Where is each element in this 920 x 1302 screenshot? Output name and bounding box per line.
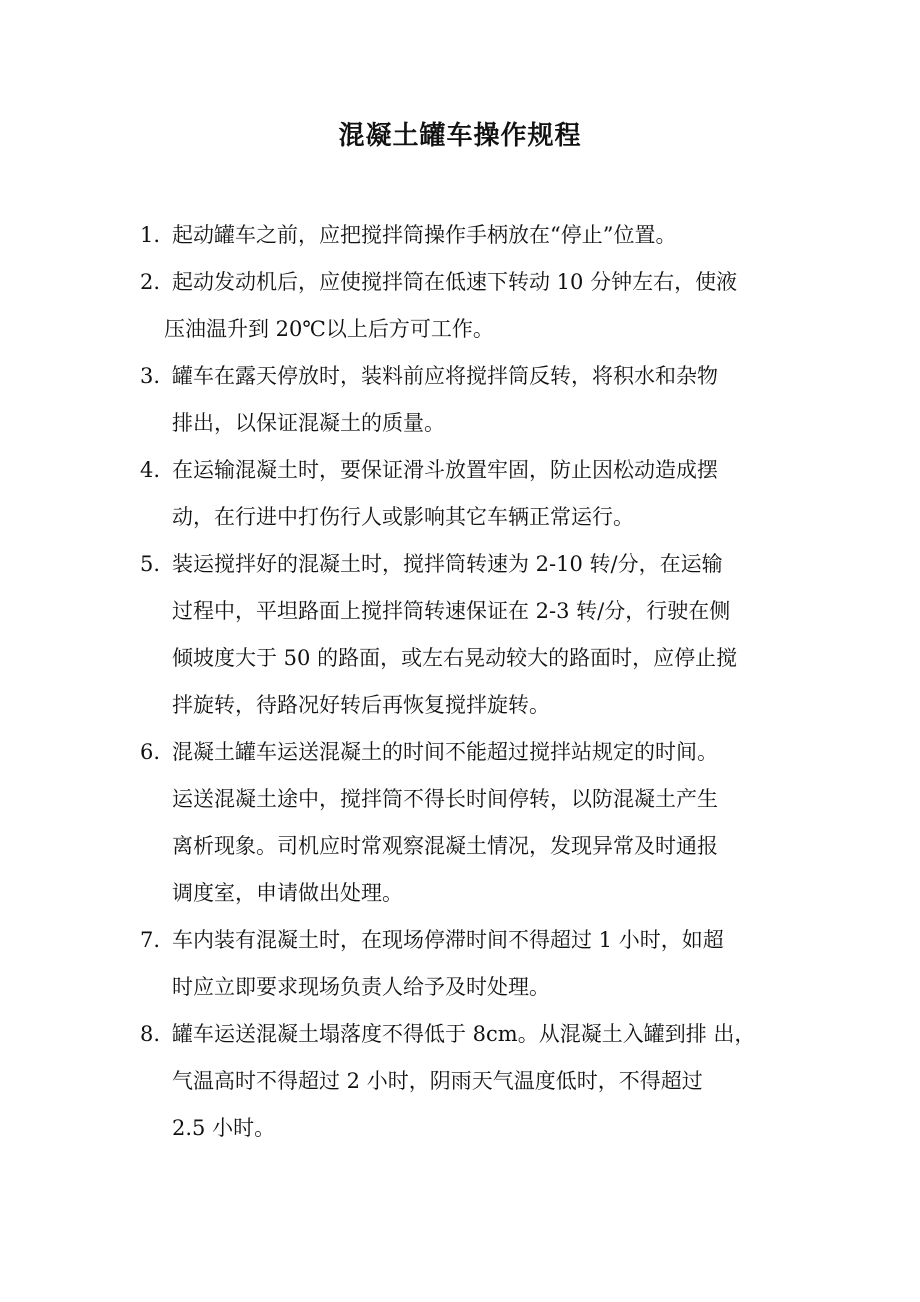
- item-number: 5.: [140, 552, 161, 576]
- list-item: [140, 259, 785, 353]
- item-text-line: 气温高时不得超过 2 小时，阴雨天气温度低时，不得超过: [172, 1069, 703, 1093]
- procedure-list: [140, 212, 785, 1152]
- item-text-line: 起动罐车之前，应把搅拌筒操作手柄放在“停止”位置。: [172, 223, 677, 247]
- list-item: [140, 353, 785, 447]
- item-text-line: 装运搅拌好的混凝土时，搅拌筒转速为 2-10 转/分，在运输: [172, 552, 723, 576]
- item-number: 8.: [140, 1022, 161, 1046]
- item-text-line: 离析现象。司机应时常观察混凝土情况，发现异常及时通报: [172, 834, 718, 858]
- item-text-line: 运送混凝土途中，搅拌筒不得长时间停转，以防混凝土产生: [172, 787, 718, 811]
- item-text-line: 车内装有混凝土时，在现场停滞时间不得超过 1 小时，如超: [172, 928, 724, 952]
- item-text-line: 倾坡度大于 50 的路面，或左右晃动较大的路面时，应停止搅: [172, 646, 738, 670]
- list-item: [140, 729, 785, 917]
- item-text-line: 动，在行进中打伤行人或影响其它车辆正常运行。: [172, 505, 634, 529]
- list-item: [140, 447, 785, 541]
- list-item: [140, 541, 785, 729]
- item-number: 7.: [140, 928, 161, 952]
- item-text-line: 时应立即要求现场负责人给予及时处理。: [172, 975, 550, 999]
- item-text-line: 压油温升到 20℃以上后方可工作。: [164, 317, 494, 341]
- item-number: 2.: [140, 270, 161, 294]
- list-item: [140, 1011, 785, 1152]
- item-number: 4.: [140, 458, 161, 482]
- item-text-line: 混凝土罐车运送混凝土的时间不能超过搅拌站规定的时间。: [172, 740, 718, 764]
- item-text-line: 罐车在露天停放时，装料前应将搅拌筒反转，将积水和杂物: [172, 364, 718, 388]
- item-text-line: 排出，以保证混凝土的质量。: [172, 411, 445, 435]
- item-number: 3.: [140, 364, 161, 388]
- item-text-line: 调度室，申请做出处理。: [172, 881, 403, 905]
- item-text-line: 起动发动机后，应使搅拌筒在低速下转动 10 分钟左右，使液: [172, 270, 738, 294]
- item-text-line: 过程中，平坦路面上搅拌筒转速保证在 2-3 转/分，行驶在侧: [172, 599, 731, 623]
- page-title: 混凝土罐车操作规程: [338, 121, 582, 151]
- item-number: 6.: [140, 740, 161, 764]
- list-item: [140, 917, 785, 1011]
- item-text-line: 在运输混凝土时，要保证滑斗放置牢固，防止因松动造成摆: [172, 458, 718, 482]
- item-number: 1.: [140, 223, 161, 247]
- item-text-line: 拌旋转，待路况好转后再恢复搅拌旋转。: [172, 693, 550, 717]
- list-item: [140, 212, 785, 259]
- item-text-line: 2.5 小时。: [172, 1116, 276, 1140]
- item-text-line: 罐车运送混凝土塌落度不得低于 8cm。从混凝土入罐到排 出，: [172, 1022, 756, 1046]
